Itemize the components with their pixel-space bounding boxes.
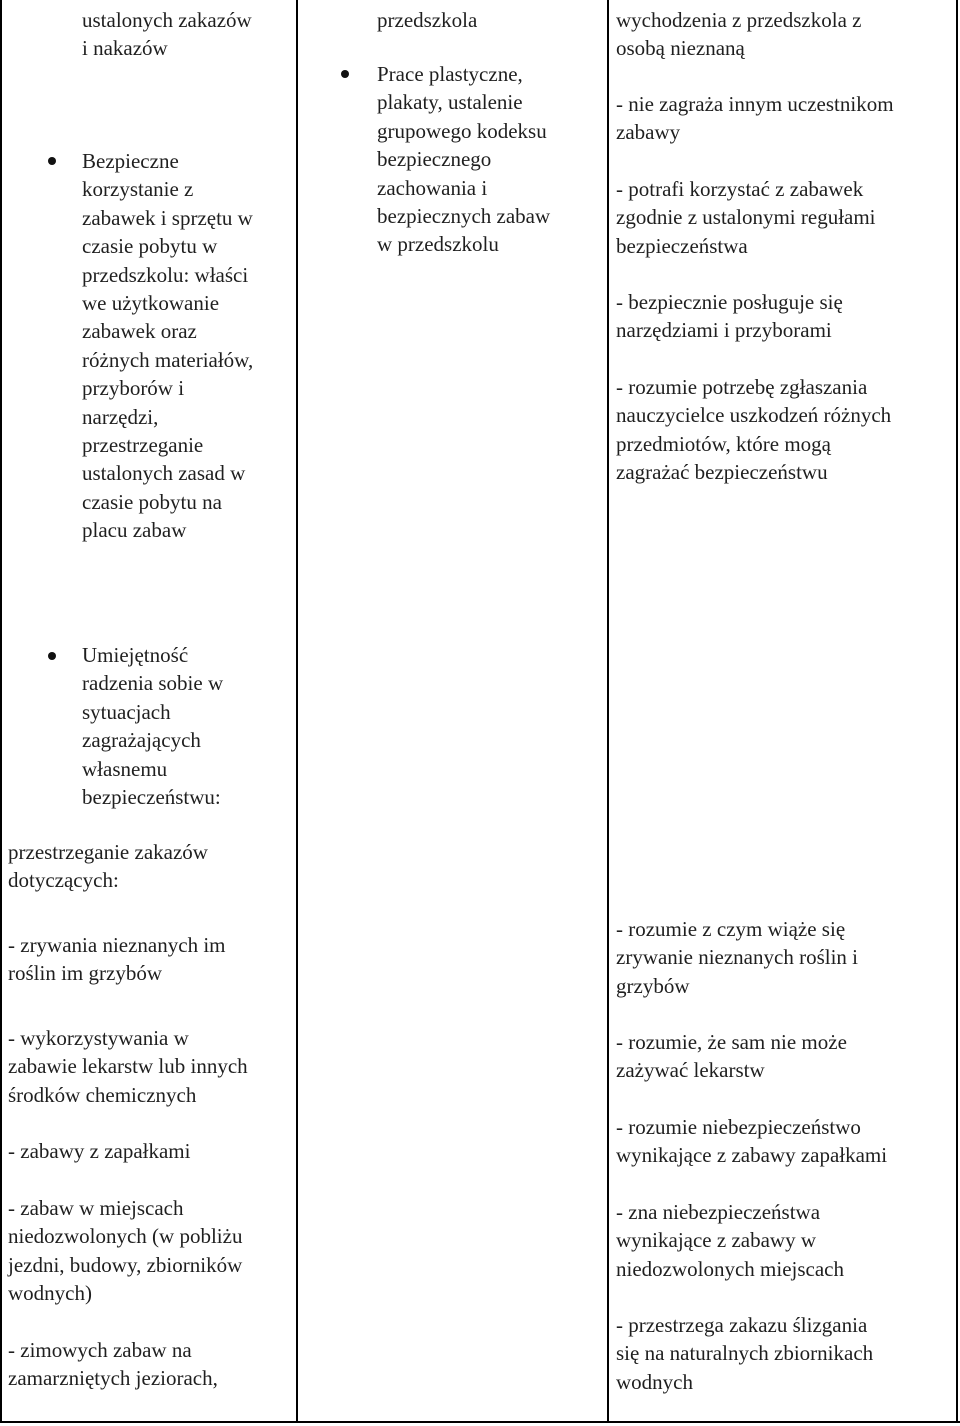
text-line: ustalonych zakazów xyxy=(82,8,252,32)
text-line: bezpieczeństwu: xyxy=(82,785,221,809)
table-divider-2 xyxy=(607,0,609,1423)
text-line: różnych materiałów, xyxy=(82,347,254,372)
text-line: przedszkola xyxy=(377,8,478,32)
text-line: sytuacjach xyxy=(82,699,171,724)
text-line: wodnych xyxy=(616,1369,693,1394)
text-line: we użytkowanie xyxy=(82,291,220,315)
text-line: jezdni, budowy, zbiorników xyxy=(8,1252,243,1277)
text-line: - rozumie niebezpieczeństwo xyxy=(616,1115,861,1139)
text-line: bezpiecznego xyxy=(377,147,492,172)
text-line: grzybów xyxy=(616,973,690,998)
text-line: - rozumie potrzebę zgłaszania xyxy=(616,375,868,399)
text-line: - przestrzega zakazu ślizgania xyxy=(616,1313,868,1337)
text-line: zażywać lekarstw xyxy=(616,1058,765,1083)
text-line: bezpieczeństwa xyxy=(616,233,748,258)
text-line: środków chemicznych xyxy=(8,1082,197,1107)
text-line: Umiejętność xyxy=(82,643,189,667)
text-line: - nie zagraża innym uczestnikom xyxy=(616,92,894,116)
text-line: - zrywania nieznanych im xyxy=(8,933,226,957)
text-line: osobą nieznaną xyxy=(616,36,745,61)
table-divider-1 xyxy=(296,0,298,1423)
text-line: placu zabaw xyxy=(82,518,187,543)
text-line: - bezpiecznie posługuje się xyxy=(616,290,843,314)
text-line: ustalonych zasad w xyxy=(82,461,246,486)
text-line: wodnych) xyxy=(8,1281,92,1306)
text-line: dotyczących: xyxy=(8,868,119,893)
text-line: zagrażać bezpieczeństwu xyxy=(616,460,828,485)
bullet-dot xyxy=(48,652,56,660)
text-line: czasie pobytu na xyxy=(82,489,222,514)
text-line: wychodzenia z przedszkola z xyxy=(616,8,862,32)
text-line: zabawek oraz xyxy=(82,319,197,344)
text-line: wynikające z zabawy w xyxy=(616,1228,816,1253)
text-line: się na naturalnych zbiornikach xyxy=(616,1341,874,1366)
text-line: i nakazów xyxy=(82,36,168,61)
text-line: plakaty, ustalenie xyxy=(377,90,523,115)
text-line: zrywanie nieznanych roślin i xyxy=(616,945,858,970)
text-line: własnemu xyxy=(82,756,168,781)
text-line: przedszkolu: właści xyxy=(82,262,249,287)
text-line: nauczycielce uszkodzeń różnych xyxy=(616,403,892,428)
text-line: w przedszkolu xyxy=(377,232,499,257)
text-line: zabawek i sprzętu w xyxy=(82,205,253,230)
text-line: narzędziami i przyborami xyxy=(616,318,832,343)
text-line: zamarzniętych jeziorach, xyxy=(8,1366,218,1391)
table-border-left xyxy=(0,0,2,1423)
text-line: bezpiecznych zabaw xyxy=(377,204,551,228)
text-line: grupowego kodeksu xyxy=(377,118,547,143)
text-line: zgodnie z ustalonymi regułami xyxy=(616,205,876,230)
text-line: zagrażających xyxy=(82,728,201,753)
text-line: wynikające z zabawy zapałkami xyxy=(616,1143,888,1168)
text-line: - zna niebezpieczeństwa xyxy=(616,1200,821,1224)
text-line: - potrafi korzystać z zabawek xyxy=(616,177,864,201)
bullet-dot xyxy=(48,157,56,165)
text-line: korzystanie z xyxy=(82,177,194,202)
text-line: - rozumie, że sam nie może xyxy=(616,1030,847,1054)
text-line: roślin im grzybów xyxy=(8,961,162,986)
text-line: - zabaw w miejscach xyxy=(8,1196,184,1220)
table-border-bottom xyxy=(0,1421,960,1423)
text-line: przestrzeganie zakazów xyxy=(8,840,208,864)
bullet-dot xyxy=(341,70,349,78)
text-line: zabawie lekarstw lub innych xyxy=(8,1054,248,1079)
text-line: - rozumie z czym wiąże się xyxy=(616,917,846,941)
text-line: niedozwolonych miejscach xyxy=(616,1256,845,1281)
text-line: przedmiotów, które mogą xyxy=(616,431,831,456)
text-line: niedozwolonych (w pobliżu xyxy=(8,1224,243,1249)
text-line: Bezpieczne xyxy=(82,149,179,173)
text-line: - zabawy z zapałkami xyxy=(8,1139,191,1163)
text-line: narzędzi, xyxy=(82,404,159,429)
text-line: radzenia sobie w xyxy=(82,671,224,696)
text-line: czasie pobytu w xyxy=(82,234,218,259)
text-line: zachowania i xyxy=(377,175,488,200)
text-line: Prace plastyczne, xyxy=(377,62,523,86)
text-line: - zimowych zabaw na xyxy=(8,1338,192,1362)
text-line: przyborów i xyxy=(82,376,185,401)
text-line: przestrzeganie xyxy=(82,433,204,457)
text-line: zabawy xyxy=(616,120,681,145)
text-line: - wykorzystywania w xyxy=(8,1026,189,1050)
table-border-right xyxy=(956,0,958,1423)
